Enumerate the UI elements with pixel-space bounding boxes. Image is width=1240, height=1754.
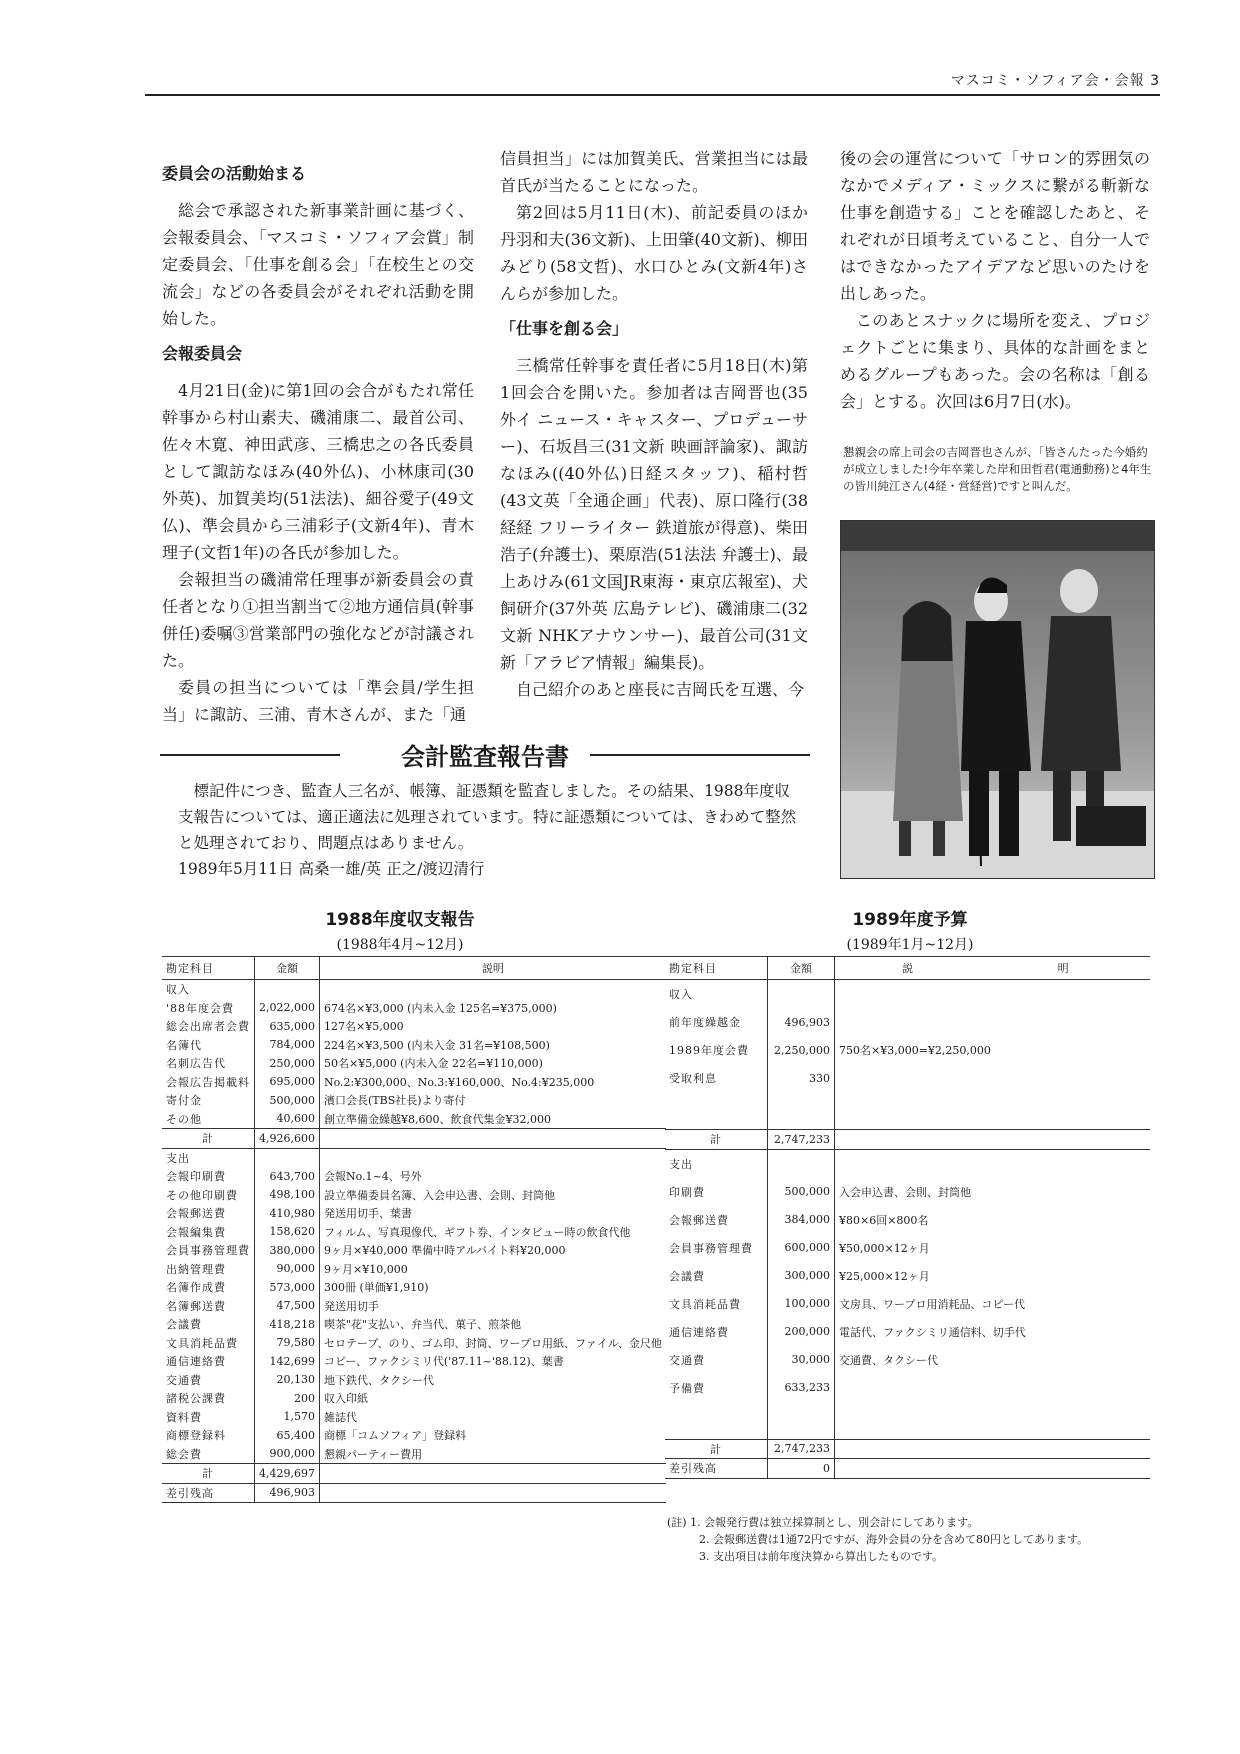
account-cell: 1989年度会費 bbox=[665, 1036, 768, 1064]
spacer-cell bbox=[835, 1420, 1151, 1439]
income-row bbox=[162, 1036, 666, 1055]
description-cell: 入会申込書、会則、封筒他 bbox=[839, 1185, 971, 1199]
paragraph: 総会で承認された新事業計画に基づく、会報委員会、「マスコミ・ソフィア会賞」制定委員会、「仕事を創る会」「在校生との交流会」などの各委員会がそれぞれ活動を開始した。 bbox=[162, 201, 474, 328]
amount-cell: 100,000 bbox=[768, 1290, 835, 1318]
heading-newsletter-committee: 会報委員会 bbox=[162, 344, 243, 363]
description-cell: 発送用切手、葉書 bbox=[323, 1207, 412, 1221]
account-cell: 文具消耗品費 bbox=[162, 1334, 255, 1353]
description-cell: 地下鉄代、タクシー代 bbox=[323, 1373, 434, 1387]
table-header-row bbox=[665, 957, 1150, 980]
description-cell bbox=[835, 980, 1151, 1009]
paragraph: 会報担当の磯浦常任理事が新委員会の責任者となり①担当割当て②地方通信員(幹事併任)委嘱③営業部門の強化などが討議された。 bbox=[162, 570, 474, 670]
account-cell: 会報印刷費 bbox=[162, 1167, 255, 1186]
budget-1989-period: (1989年1月~12月) bbox=[846, 937, 974, 953]
income-row bbox=[162, 1110, 666, 1129]
balance-row bbox=[162, 1483, 666, 1503]
income-total-row bbox=[665, 1130, 1150, 1150]
table-header-row bbox=[162, 957, 666, 980]
description-cell: 雑誌代 bbox=[323, 1410, 357, 1424]
audit-title-block bbox=[160, 737, 810, 771]
amount-cell: 600,000 bbox=[768, 1234, 835, 1262]
expense-row bbox=[162, 1186, 666, 1205]
description-cell: 創立準備金繰越¥8,600、飲食代集金¥32,000 bbox=[323, 1112, 551, 1126]
amount-cell: 635,000 bbox=[255, 1017, 320, 1036]
paragraph: 信員担当」には加賀美氏、営業担当には最首氏が当たることになった。 bbox=[500, 149, 808, 195]
description-cell bbox=[835, 1149, 1151, 1178]
header-account: 勘定科目 bbox=[162, 957, 255, 980]
spacer-cell bbox=[835, 1111, 1151, 1130]
income-row bbox=[665, 1064, 1150, 1092]
account-cell: 名簿郵送費 bbox=[162, 1297, 255, 1316]
amount-cell: 79,580 bbox=[255, 1334, 320, 1353]
total-desc bbox=[835, 1130, 1151, 1150]
amount-cell: 300,000 bbox=[768, 1262, 835, 1290]
income-row bbox=[665, 1008, 1150, 1036]
description-cell: 300冊 (単価¥1,910) bbox=[323, 1281, 429, 1295]
balance-amount: 496,903 bbox=[255, 1483, 320, 1503]
income-row bbox=[162, 1091, 666, 1110]
description-cell: 会報No.1~4、号外 bbox=[323, 1170, 422, 1184]
column-2 bbox=[500, 145, 808, 703]
budget-1989-table-wrap bbox=[665, 956, 1150, 1479]
income-row bbox=[162, 999, 666, 1018]
section-label: 支出 bbox=[665, 1149, 768, 1178]
column-3 bbox=[840, 145, 1150, 415]
expense-row bbox=[665, 1234, 1150, 1262]
amount-cell: 380,000 bbox=[255, 1241, 320, 1260]
account-cell: 商標登録料 bbox=[162, 1426, 255, 1445]
header-description: 説 bbox=[835, 957, 977, 980]
amount-cell: 1,570 bbox=[255, 1408, 320, 1427]
heading-committee-start: 委員会の活動始まる bbox=[162, 164, 307, 183]
amount-cell bbox=[255, 980, 320, 999]
column-1 bbox=[162, 150, 474, 728]
section-label: 収入 bbox=[162, 980, 255, 999]
total-amount: 4,926,600 bbox=[255, 1129, 320, 1149]
spacer-row bbox=[665, 1420, 1150, 1439]
account-cell: 諸税公課費 bbox=[162, 1389, 255, 1408]
account-cell: 会員事務管理費 bbox=[162, 1241, 255, 1260]
income-label-row bbox=[162, 980, 666, 999]
amount-cell: 47,500 bbox=[255, 1297, 320, 1316]
description-cell: ¥25,000×12ヶ月 bbox=[839, 1269, 930, 1283]
amount-cell bbox=[768, 1149, 835, 1178]
account-cell: '88年度会費 bbox=[162, 999, 255, 1018]
description-cell bbox=[835, 1008, 1151, 1036]
total-amount: 4,429,697 bbox=[255, 1464, 320, 1484]
description-cell: 電話代、ファクシミリ通信料、切手代 bbox=[839, 1325, 1026, 1339]
photo bbox=[840, 520, 1155, 879]
header-account: 勘定科目 bbox=[665, 957, 768, 980]
description-cell: 設立準備委員名簿、入会申込書、会則、封筒他 bbox=[323, 1188, 555, 1202]
description-cell bbox=[835, 1064, 1151, 1092]
note-1: (註) 1. 会報発行費は独立採算制とし、別会計にしてあります。 bbox=[667, 1516, 979, 1529]
expense-row bbox=[162, 1445, 666, 1464]
account-cell: その他 bbox=[162, 1110, 255, 1129]
account-cell: 文具消耗品費 bbox=[665, 1290, 768, 1318]
expense-label-row bbox=[162, 1148, 666, 1167]
total-label: 計 bbox=[665, 1439, 768, 1459]
section-label: 支出 bbox=[162, 1148, 255, 1167]
description-cell bbox=[319, 1148, 665, 1167]
amount-cell bbox=[255, 1148, 320, 1167]
account-cell: 通信連絡費 bbox=[162, 1352, 255, 1371]
description-cell: 収入印紙 bbox=[323, 1392, 368, 1406]
spacer-cell bbox=[768, 1402, 835, 1421]
page-header: マスコミ・ソフィア会・会報 3 bbox=[950, 73, 1160, 89]
account-cell: 会報広告掲載料 bbox=[162, 1073, 255, 1092]
expense-row bbox=[665, 1178, 1150, 1206]
spacer-row bbox=[665, 1402, 1150, 1421]
amount-cell: 410,980 bbox=[255, 1204, 320, 1223]
expense-row bbox=[162, 1426, 666, 1445]
total-label: 計 bbox=[665, 1130, 768, 1150]
income-row bbox=[162, 1017, 666, 1036]
expense-row bbox=[665, 1374, 1150, 1402]
amount-cell: 200 bbox=[255, 1389, 320, 1408]
account-cell: その他印刷費 bbox=[162, 1186, 255, 1205]
account-cell: 交通費 bbox=[665, 1346, 768, 1374]
amount-cell: 496,903 bbox=[768, 1008, 835, 1036]
budget-notes bbox=[667, 1514, 1137, 1565]
party-photo-illustration bbox=[841, 521, 1154, 878]
amount-cell: 200,000 bbox=[768, 1318, 835, 1346]
audit-body bbox=[178, 778, 798, 882]
total-desc bbox=[835, 1439, 1151, 1459]
expense-label-row bbox=[665, 1149, 1150, 1178]
balance-label: 差引残高 bbox=[665, 1459, 768, 1479]
description-cell: ¥50,000×12ヶ月 bbox=[839, 1241, 930, 1255]
amount-cell: 20,130 bbox=[255, 1371, 320, 1390]
account-cell: 会員事務管理費 bbox=[665, 1234, 768, 1262]
account-cell: 名簿作成費 bbox=[162, 1278, 255, 1297]
expense-row bbox=[665, 1262, 1150, 1290]
expense-row bbox=[162, 1223, 666, 1242]
description-cell: 750名×¥3,000=¥2,250,000 bbox=[839, 1044, 991, 1057]
expense-row bbox=[162, 1334, 666, 1353]
report-1988-table bbox=[162, 956, 666, 1503]
amount-cell: 418,218 bbox=[255, 1315, 320, 1334]
description-cell: 9ヶ月×¥10,000 bbox=[323, 1262, 408, 1276]
description-cell bbox=[319, 980, 665, 999]
spacer-cell bbox=[835, 1092, 1151, 1111]
spacer-cell bbox=[665, 1111, 768, 1130]
account-cell: 総会出席者会費 bbox=[162, 1017, 255, 1036]
balance-row bbox=[665, 1459, 1150, 1479]
report-1988-title: 1988年度収支報告 bbox=[325, 910, 475, 930]
account-cell: 交通費 bbox=[162, 1371, 255, 1390]
balance-desc bbox=[835, 1459, 1151, 1479]
amount-cell: 142,699 bbox=[255, 1352, 320, 1371]
note-3: 3. 支出項目は前年度決算から算出したものです。 bbox=[699, 1550, 944, 1563]
expense-row bbox=[665, 1290, 1150, 1318]
header-amount: 金額 bbox=[768, 957, 835, 980]
description-cell: 濱口会長(TBS社長)より寄付 bbox=[323, 1094, 466, 1108]
photo-caption: 懇親会の席上司会の吉岡晋也さんが、「皆さんたった今婚約が成立しました!今年卒業した岸和田哲君(電通動務)と4年生の皆川純江さん(4経・営経営)ですと叫んだ。 bbox=[843, 445, 1152, 493]
header-amount: 金額 bbox=[255, 957, 320, 980]
income-label-row bbox=[665, 980, 1150, 1009]
amount-cell: 40,600 bbox=[255, 1110, 320, 1129]
amount-cell: 2,250,000 bbox=[768, 1036, 835, 1064]
description-cell: 懇親パーティー費用 bbox=[323, 1447, 423, 1461]
account-cell: 会議費 bbox=[162, 1315, 255, 1334]
account-cell: 寄付金 bbox=[162, 1091, 255, 1110]
account-cell: 会議費 bbox=[665, 1262, 768, 1290]
total-label: 計 bbox=[162, 1129, 255, 1149]
description-cell: 商標「コムソフィア」登録料 bbox=[323, 1429, 467, 1443]
income-row bbox=[162, 1054, 666, 1073]
spacer-cell bbox=[768, 1111, 835, 1130]
amount-cell: 2,022,000 bbox=[255, 999, 320, 1018]
budget-1989-title: 1989年度予算 bbox=[852, 910, 968, 930]
spacer-cell bbox=[665, 1420, 768, 1439]
description-cell bbox=[835, 1374, 1151, 1402]
expense-total-row bbox=[665, 1439, 1150, 1459]
amount-cell: 500,000 bbox=[255, 1091, 320, 1110]
description-cell: フィルム、写真現像代、ギフト券、インタビュー時の飲食代他 bbox=[323, 1225, 631, 1239]
expense-row bbox=[162, 1371, 666, 1390]
expense-row bbox=[162, 1352, 666, 1371]
account-cell: 名刺広告代 bbox=[162, 1054, 255, 1073]
income-row bbox=[665, 1036, 1150, 1064]
expense-row bbox=[162, 1408, 666, 1427]
description-cell: 674名×¥3,000 (内未入金 125名=¥375,000) bbox=[323, 1001, 557, 1015]
description-cell: 127名×¥5,000 bbox=[323, 1020, 404, 1034]
amount-cell bbox=[768, 980, 835, 1009]
amount-cell: 573,000 bbox=[255, 1278, 320, 1297]
account-cell: 総会費 bbox=[162, 1445, 255, 1464]
description-cell: 文房具、ワープロ用消耗品、コピー代 bbox=[839, 1297, 1026, 1311]
spacer-cell bbox=[768, 1420, 835, 1439]
description-cell: セロテープ、のり、ゴム印、封筒、ワープロ用紙、ファイル、金尺他 bbox=[323, 1336, 662, 1350]
amount-cell: 498,100 bbox=[255, 1186, 320, 1205]
total-amount: 2,747,233 bbox=[768, 1439, 835, 1459]
paragraph: 委員の担当については「準会員/学生担当」に諏訪、三浦、青木さんが、また「通 bbox=[162, 678, 474, 724]
expense-row bbox=[162, 1389, 666, 1408]
account-cell: 出納管理費 bbox=[162, 1260, 255, 1279]
description-cell: 発送用切手 bbox=[323, 1299, 379, 1313]
total-amount: 2,747,233 bbox=[768, 1130, 835, 1150]
audit-title: 会計監査報告書 bbox=[395, 743, 575, 771]
income-total-row bbox=[162, 1129, 666, 1149]
account-cell: 印刷費 bbox=[665, 1178, 768, 1206]
expense-row bbox=[162, 1297, 666, 1316]
amount-cell: 250,000 bbox=[255, 1054, 320, 1073]
header-rule bbox=[145, 94, 1160, 96]
header-description-2: 明 bbox=[976, 957, 1150, 980]
spacer-cell bbox=[665, 1402, 768, 1421]
paragraph: 自己紹介のあと座長に吉岡氏を互選、今 bbox=[516, 680, 805, 699]
account-cell: 会報郵送費 bbox=[665, 1206, 768, 1234]
description-cell: No.2:¥300,000、No.3:¥160,000、No.4:¥235,000 bbox=[323, 1075, 595, 1089]
expense-total-row bbox=[162, 1464, 666, 1484]
expense-row bbox=[162, 1204, 666, 1223]
income-row bbox=[162, 1073, 666, 1092]
account-cell: 会報郵送費 bbox=[162, 1204, 255, 1223]
account-cell: 受取利息 bbox=[665, 1064, 768, 1092]
account-cell: 予備費 bbox=[665, 1374, 768, 1402]
total-desc bbox=[319, 1129, 665, 1149]
expense-row bbox=[162, 1315, 666, 1334]
section-label: 収入 bbox=[665, 980, 768, 1009]
report-1988-table-wrap bbox=[162, 956, 662, 1503]
spacer-row bbox=[665, 1111, 1150, 1130]
spacer-cell bbox=[768, 1092, 835, 1111]
heading-create-work: 「仕事を創る会」 bbox=[500, 319, 629, 338]
audit-signature: 1989年5月11日 高桑一雄/英 正之/渡辺清行 bbox=[178, 860, 485, 878]
account-cell: 前年度繰越金 bbox=[665, 1008, 768, 1036]
amount-cell: 643,700 bbox=[255, 1167, 320, 1186]
description-cell: ¥80×6回×800名 bbox=[839, 1213, 929, 1227]
paragraph: 三橋常任幹事を責任者に5月18日(木)第1回会合を開いた。参加者は吉岡晋也(35外イ ニュース・キャスター、プロデューサー)、石坂昌三(31文新 映画評論家)、諏訪なほみ((40外仏)日経スタッフ)、稲村哲(43文英「全通企画」代表)、原口隆行(38経経 フリーライター 鉄道旅が得意)、柴田浩子(弁護士)、栗原浩(51法法 弁護士)、最上あけみ(61文国JR東海・東京広報室)、犬飼研介(37外英 広島テレビ)、磯浦康二(32文新 NHKアナウンサー)、最首公司(31文新「アラビア情報」編集長)。 bbox=[500, 356, 808, 672]
expense-row bbox=[162, 1167, 666, 1186]
spacer-cell bbox=[835, 1402, 1151, 1421]
expense-row bbox=[162, 1278, 666, 1297]
account-cell: 資料費 bbox=[162, 1408, 255, 1427]
account-cell: 会報編集費 bbox=[162, 1223, 255, 1242]
amount-cell: 65,400 bbox=[255, 1426, 320, 1445]
description-cell: 224名×¥3,500 (内未入金 31名=¥108,500) bbox=[323, 1038, 550, 1052]
balance-amount: 0 bbox=[768, 1459, 835, 1479]
expense-row bbox=[665, 1206, 1150, 1234]
amount-cell: 30,000 bbox=[768, 1346, 835, 1374]
balance-label: 差引残高 bbox=[162, 1483, 255, 1503]
amount-cell: 695,000 bbox=[255, 1073, 320, 1092]
description-cell: 喫茶"花"支払い、弁当代、菓子、煎茶他 bbox=[323, 1318, 522, 1332]
paragraph: 4月21日(金)に第1回の会合がもたれ常任幹事から村山素夫、磯浦康二、最首公司、佐々木寛、神田武彦、三橋忠之の各氏委員として諏訪なほみ(40外仏)、小林康司(30外英)、加賀美均(51法法)、細谷愛子(49文仏)、準会員から三浦彩子(文新4年)、青木理子(文哲1年)の各氏が参加した。 bbox=[162, 381, 474, 562]
description-cell: コピー、ファクシミリ代('87.11~'88.12)、葉書 bbox=[323, 1355, 564, 1369]
amount-cell: 900,000 bbox=[255, 1445, 320, 1464]
balance-desc bbox=[319, 1483, 665, 1503]
note-2: 2. 会報郵送費は1通72円ですが、海外会員の分を含めて80円としてあります。 bbox=[699, 1533, 1089, 1546]
amount-cell: 784,000 bbox=[255, 1036, 320, 1055]
budget-1989-table bbox=[665, 956, 1150, 1479]
amount-cell: 500,000 bbox=[768, 1178, 835, 1206]
audit-text: 標記件につき、監査人三名が、帳簿、証憑類を監査しました。その結果、1988年度収支報告については、適正適法に処理されています。特に証憑類については、きわめて整然と処理されており、問題点はありません。 bbox=[178, 782, 797, 852]
expense-row bbox=[162, 1241, 666, 1260]
paragraph: このあとスナックに場所を変え、プロジェクトごとに集まり、具体的な計画をまとめるグループもあった。会の名称は「創る会」とする。次回は6月7日(水)。 bbox=[840, 311, 1150, 411]
account-cell: 名簿代 bbox=[162, 1036, 255, 1055]
description-cell: 9ヶ月×¥40,000 準備中時アルバイト料¥20,000 bbox=[323, 1244, 566, 1258]
expense-row bbox=[665, 1346, 1150, 1374]
total-label: 計 bbox=[162, 1464, 255, 1484]
amount-cell: 633,233 bbox=[768, 1374, 835, 1402]
paragraph: 第2回は5月11日(木)、前記委員のほか丹羽和夫(36文新)、上田肇(40文新)、柳田みどり(58文哲)、水口ひとみ(文新4年)さんらが参加した。 bbox=[500, 203, 808, 303]
expense-row bbox=[665, 1318, 1150, 1346]
amount-cell: 384,000 bbox=[768, 1206, 835, 1234]
report-1988-period: (1988年4月~12月) bbox=[336, 937, 464, 953]
spacer-cell bbox=[665, 1092, 768, 1111]
header-description: 説明 bbox=[319, 957, 665, 980]
expense-row bbox=[162, 1260, 666, 1279]
amount-cell: 158,620 bbox=[255, 1223, 320, 1242]
account-cell: 通信連絡費 bbox=[665, 1318, 768, 1346]
paragraph: 後の会の運営について「サロン的雰囲気のなかでメディア・ミックスに繋がる斬新な仕事を創造する」ことを確認したあと、それぞれが日頃考えていること、自分一人ではできなかったアイデアなど思いのたけを出しあった。 bbox=[840, 149, 1150, 303]
amount-cell: 330 bbox=[768, 1064, 835, 1092]
total-desc bbox=[319, 1464, 665, 1484]
amount-cell: 90,000 bbox=[255, 1260, 320, 1279]
description-cell: 交通費、タクシー代 bbox=[839, 1353, 938, 1367]
description-cell: 50名×¥5,000 (内未入金 22名=¥110,000) bbox=[323, 1057, 543, 1071]
spacer-row bbox=[665, 1092, 1150, 1111]
